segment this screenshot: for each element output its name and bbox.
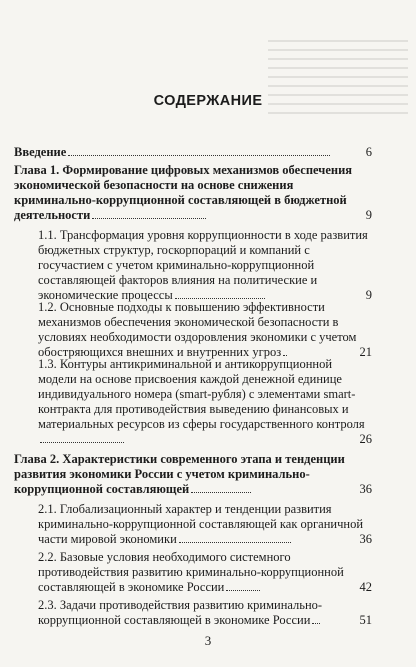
page-title: СОДЕРЖАНИЕ xyxy=(153,93,263,109)
toc-entry-title: 2.3. Задачи противодействия развитию криминально-коррупционной составляющей в экономике России xyxy=(38,598,323,627)
toc-entry-title: Введение xyxy=(14,145,67,159)
leader-dots xyxy=(283,352,287,356)
toc-entry-chapter-2 xyxy=(14,452,372,497)
toc-entry-title: 2.2. Базовые условия необходимого системного противодействия развитию криминально-коррупционной составляющей в экономике России xyxy=(38,550,344,594)
toc-entry-section-1-3 xyxy=(38,357,372,447)
toc-entry-page: 9 xyxy=(365,208,372,222)
toc-entry-page: 26 xyxy=(359,432,372,446)
toc-entry-page: 36 xyxy=(359,482,372,496)
toc-entry-page: 6 xyxy=(365,145,372,159)
toc-entry-page: 36 xyxy=(359,532,372,546)
toc-entry-section-2-2 xyxy=(38,550,372,595)
toc-entry-section-2-3 xyxy=(38,598,372,628)
leader-dots xyxy=(179,539,291,543)
toc-entry-section-1-1 xyxy=(38,228,372,303)
toc-entry-title: 1.1. Трансформация уровня коррупционности в ходе развития бюджетных структур, госкорпораций и компаний с госучастием с учетом криминально-коррупционной составляющей факторов влияния на политические и экономические процессы xyxy=(38,228,368,302)
toc-entry-page: 9 xyxy=(365,288,372,302)
bleed-through-text xyxy=(268,40,408,130)
toc-entry-page: 42 xyxy=(359,580,372,594)
toc-entry-section-1-2 xyxy=(38,300,372,360)
leader-dots xyxy=(175,295,265,299)
toc-entry-title: Глава 1. Формирование цифровых механизмов обеспечения экономической безопасности на основе снижения криминально-коррупционной составляющей в бюджетной деятельности xyxy=(14,163,353,222)
leader-dots xyxy=(312,620,320,624)
leader-dots xyxy=(191,489,251,493)
leader-dots xyxy=(92,215,206,219)
page-number: 3 xyxy=(204,633,212,648)
toc-entry-introduction xyxy=(14,145,372,160)
toc-entry-title: 1.3. Контуры антикриминальной и антикоррупционной модели на основе присвоения каждой денежной единице индивидуального номера (smart-рубля) с элементами smart-контракта для противодействия выведению финансовых и материальных ресурсов из сферы государственного контроля xyxy=(38,357,365,431)
toc-entry-page: 21 xyxy=(359,345,372,359)
toc-entry-title: 2.1. Глобализационный характер и тенденции развития криминально-коррупционной составляющей как органичной части мировой экономики xyxy=(38,502,364,546)
leader-dots xyxy=(68,152,330,156)
toc-entry-section-2-1 xyxy=(38,502,372,547)
leader-dots xyxy=(226,587,260,591)
leader-dots xyxy=(40,439,124,443)
toc-entry-page: 51 xyxy=(359,613,372,627)
toc-entry-title: Глава 2. Характеристики современного этапа и тенденции развития экономики России с учетом криминально-коррупционной составляющей xyxy=(14,452,345,496)
toc-entry-title: 1.2. Основные подходы к повышению эффективности механизмов обеспечения экономической безопасности в условиях необходимости оздоровления экономики с учетом обостряющихся внешних и внутренних угроз xyxy=(38,300,357,359)
toc-entry-chapter-1 xyxy=(14,163,372,223)
